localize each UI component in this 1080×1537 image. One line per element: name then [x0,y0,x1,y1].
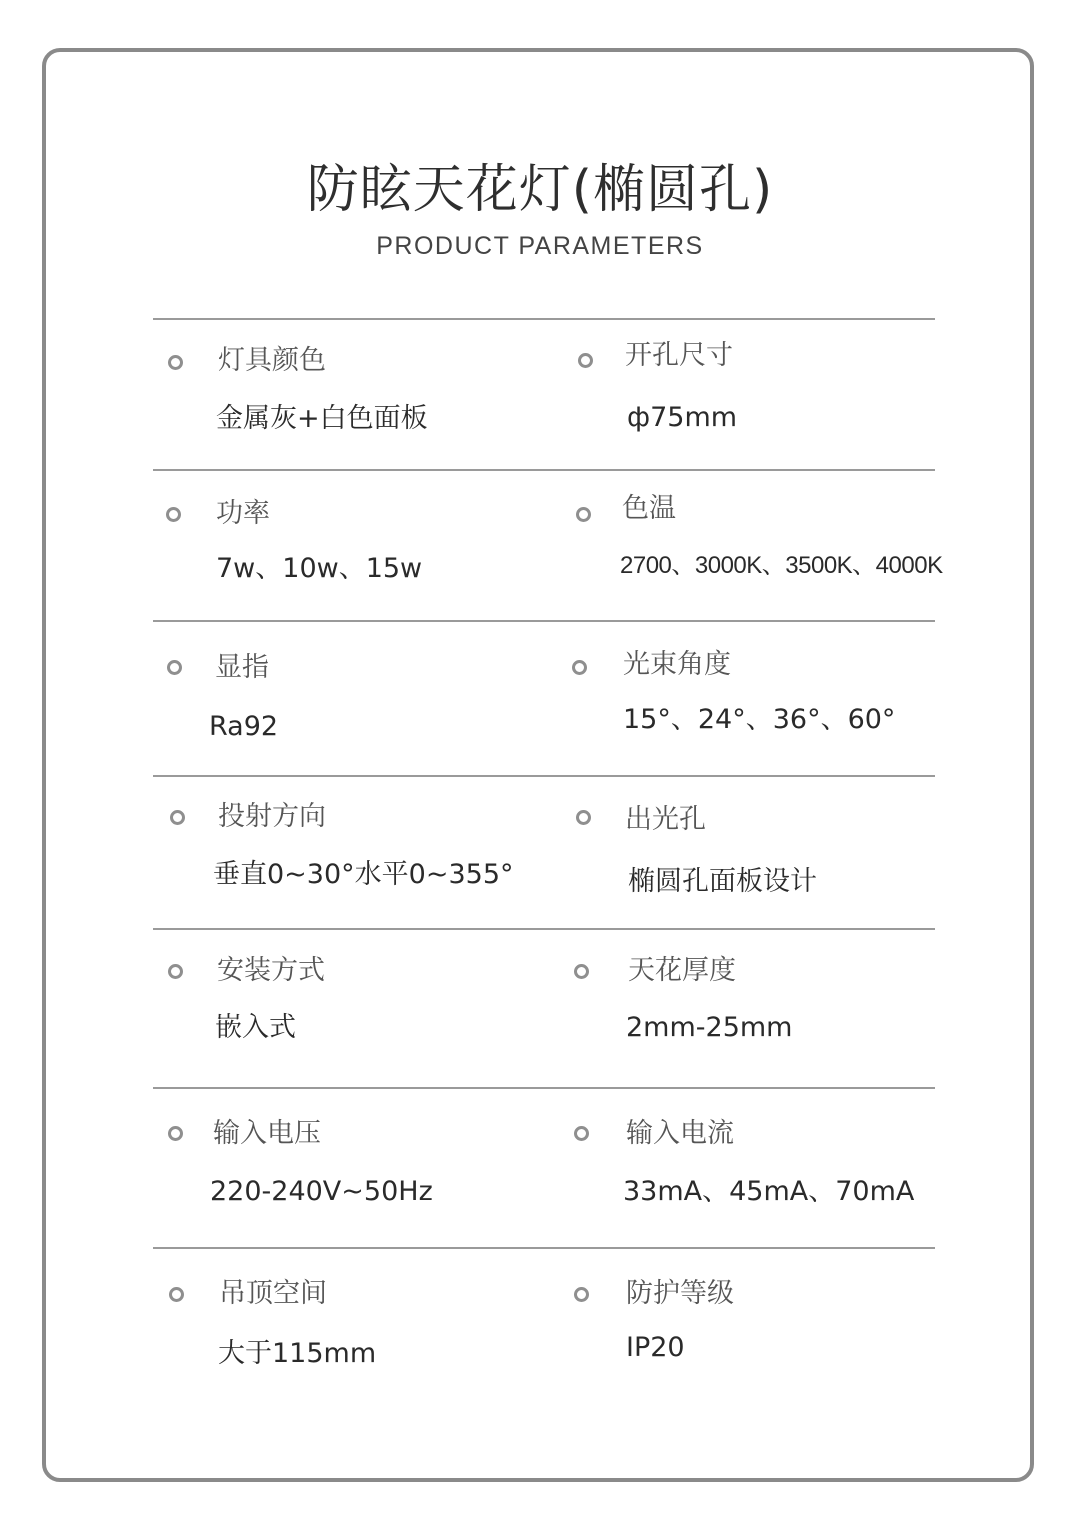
param-value-cri: Ra92 [209,711,279,742]
bullet-icon [168,964,183,979]
param-value-light-hole: 椭圆孔面板设计 [628,866,817,897]
param-label-power: 功率 [216,498,270,529]
bullet-icon [572,660,587,675]
param-value-install: 嵌入式 [215,1012,296,1043]
param-label-current: 输入电流 [626,1118,734,1149]
param-value-ip-rating: IP20 [626,1332,685,1363]
row-divider [153,775,935,777]
bullet-icon [574,964,589,979]
param-label-cutout-size: 开孔尺寸 [625,340,733,371]
bullet-icon [578,353,593,368]
row-divider [153,1087,935,1089]
param-label-projection: 投射方向 [218,801,326,832]
param-label-voltage: 输入电压 [213,1118,321,1149]
bullet-icon [168,355,183,370]
row-divider [153,620,935,622]
param-value-beam-angle: 15°、24°、36°、60° [623,704,896,735]
param-value-current: 33mA、45mA、70mA [623,1176,915,1207]
param-label-color-temp: 色温 [622,493,676,524]
param-label-cri: 显指 [215,652,269,683]
param-value-projection: 垂直0~30°水平0~355° [213,859,514,890]
bullet-icon [169,1287,184,1302]
row-divider [153,318,935,320]
card-frame [42,48,1034,1482]
bullet-icon [166,507,181,522]
param-value-ceiling: 2mm-25mm [626,1012,793,1043]
param-value-ceiling-space: 大于115mm [218,1338,377,1369]
row-divider [153,928,935,930]
param-label-ceiling: 天花厚度 [628,955,736,986]
row-divider [153,469,935,471]
param-value-cutout-size: ф75mm [627,402,738,433]
page-subtitle: PRODUCT PARAMETERS [376,232,704,260]
param-label-ceiling-space: 吊顶空间 [219,1278,327,1309]
row-divider [153,1247,935,1249]
param-value-lamp-color: 金属灰+白色面板 [216,403,428,434]
bullet-icon [576,507,591,522]
bullet-icon [576,810,591,825]
param-label-install: 安装方式 [217,955,325,986]
bullet-icon [170,810,185,825]
bullet-icon [574,1287,589,1302]
bullet-icon [168,1126,183,1141]
param-label-beam-angle: 光束角度 [623,649,731,680]
bullet-icon [167,660,182,675]
param-label-lamp-color: 灯具颜色 [218,345,326,376]
param-value-power: 7w、10w、15w [216,553,423,584]
param-label-ip-rating: 防护等级 [626,1278,734,1309]
bullet-icon [574,1126,589,1141]
param-value-voltage: 220-240V~50Hz [210,1176,433,1207]
param-value-color-temp: 2700、3000K、3500K、4000K [620,552,943,579]
param-label-light-hole: 出光孔 [625,804,706,835]
page-title: 防眩天花灯(椭圆孔) [306,160,774,220]
